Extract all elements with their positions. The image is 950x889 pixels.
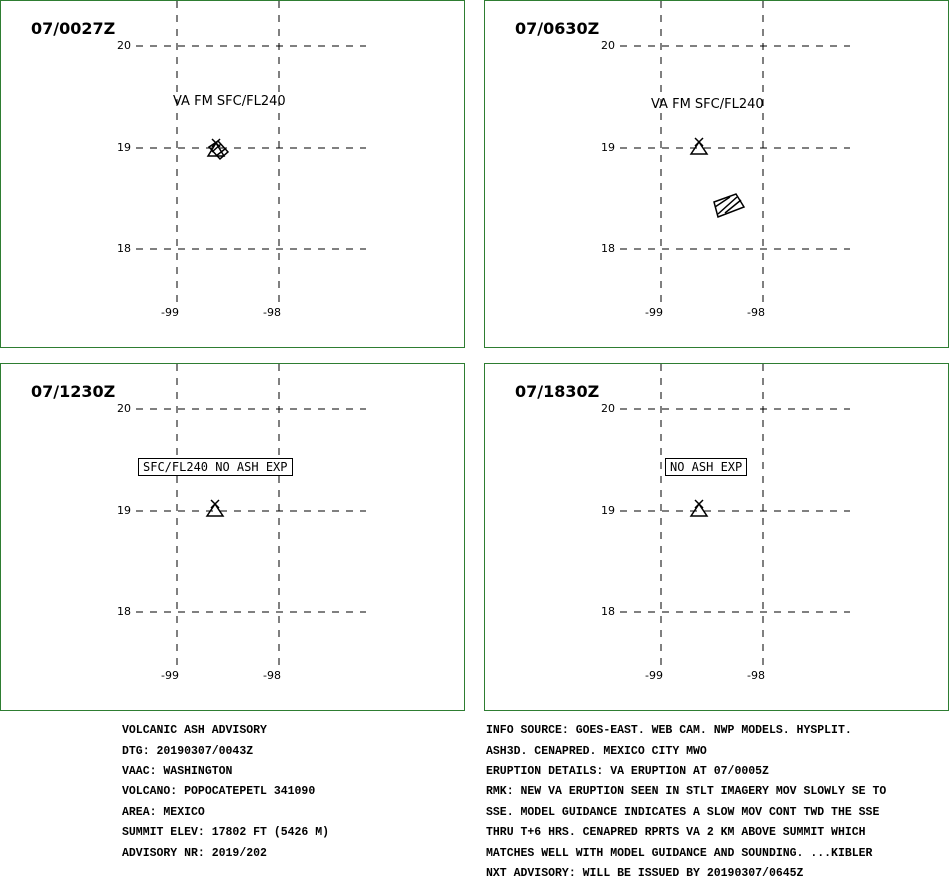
advisory-line: ASH3D. CENAPRED. MEXICO CITY MWO — [486, 744, 707, 758]
advisory-line: VAAC: WASHINGTON — [122, 765, 233, 779]
lat-label-18: 18 — [117, 605, 131, 618]
advisory-line: VOLCANIC ASH ADVISORY — [122, 724, 267, 738]
ash-level-label: VA FM SFC/FL240 — [173, 94, 286, 109]
lon-label-99: -99 — [161, 306, 179, 319]
map-panel-4 — [484, 363, 949, 711]
map-panel-1 — [0, 0, 465, 348]
lon-label-98: -98 — [263, 306, 281, 319]
ash-cloud-polygon — [714, 194, 744, 217]
lat-label-18: 18 — [601, 242, 615, 255]
ash-level-label: VA FM SFC/FL240 — [651, 97, 764, 112]
volcano-icon — [207, 500, 223, 516]
lat-label-20: 20 — [117, 402, 131, 415]
advisory-header-text — [122, 716, 329, 869]
map-grid — [485, 1, 950, 349]
lon-label-99: -99 — [645, 669, 663, 682]
lat-label-18: 18 — [601, 605, 615, 618]
advisory-line: INFO SOURCE: GOES-EAST. WEB CAM. NWP MODELS. HYSPLIT. — [486, 724, 852, 738]
advisory-line: SUMMIT ELEV: 17802 FT (5426 M) — [122, 826, 330, 840]
lat-label-19: 19 — [601, 504, 615, 517]
advisory-line: THRU T+6 HRS. CENAPRED RPRTS VA 2 KM ABOVE SUMMIT WHICH — [486, 826, 866, 840]
map-panel-2 — [484, 0, 949, 348]
lon-label-99: -99 — [161, 669, 179, 682]
lat-label-20: 20 — [601, 39, 615, 52]
lat-label-18: 18 — [117, 242, 131, 255]
valid-time-label: 07/1230Z — [31, 382, 116, 401]
valid-time-label: 07/1830Z — [515, 382, 600, 401]
volcano-icon — [691, 138, 707, 154]
lat-label-19: 19 — [601, 141, 615, 154]
lon-label-98: -98 — [747, 306, 765, 319]
map-grid — [1, 364, 466, 712]
advisory-line: MATCHES WELL WITH MODEL GUIDANCE AND SOUNDING. ...KIBLER — [486, 846, 873, 860]
advisory-line: DTG: 20190307/0043Z — [122, 744, 254, 758]
advisory-line: ERUPTION DETAILS: VA ERUPTION AT 07/0005Z — [486, 765, 769, 779]
advisory-line: RMK: NEW VA ERUPTION SEEN IN STLT IMAGERY MOV SLOWLY SE TO — [486, 785, 887, 799]
lon-label-98: -98 — [263, 669, 281, 682]
no-ash-box: NO ASH EXP — [665, 458, 747, 476]
advisory-line: AREA: MEXICO — [122, 805, 205, 819]
advisory-line: NXT ADVISORY: WILL BE ISSUED BY 20190307/0645Z — [486, 867, 804, 881]
no-ash-box: SFC/FL240 NO ASH EXP — [138, 458, 293, 476]
advisory-line: SSE. MODEL GUIDANCE INDICATES A SLOW MOV CONT TWD THE SSE — [486, 805, 880, 819]
lat-label-20: 20 — [117, 39, 131, 52]
advisory-line: VOLCANO: POPOCATEPETL 341090 — [122, 785, 316, 799]
valid-time-label: 07/0027Z — [31, 19, 116, 38]
lat-label-20: 20 — [601, 402, 615, 415]
advisory-line: ADVISORY NR: 2019/202 — [122, 846, 267, 860]
valid-time-label: 07/0630Z — [515, 19, 600, 38]
volcano-icon — [691, 500, 707, 516]
advisory-remarks-text — [486, 716, 886, 889]
map-grid — [485, 364, 950, 712]
map-grid — [1, 1, 466, 349]
lon-label-98: -98 — [747, 669, 765, 682]
lat-label-19: 19 — [117, 504, 131, 517]
map-panel-3 — [0, 363, 465, 711]
lat-label-19: 19 — [117, 141, 131, 154]
lon-label-99: -99 — [645, 306, 663, 319]
